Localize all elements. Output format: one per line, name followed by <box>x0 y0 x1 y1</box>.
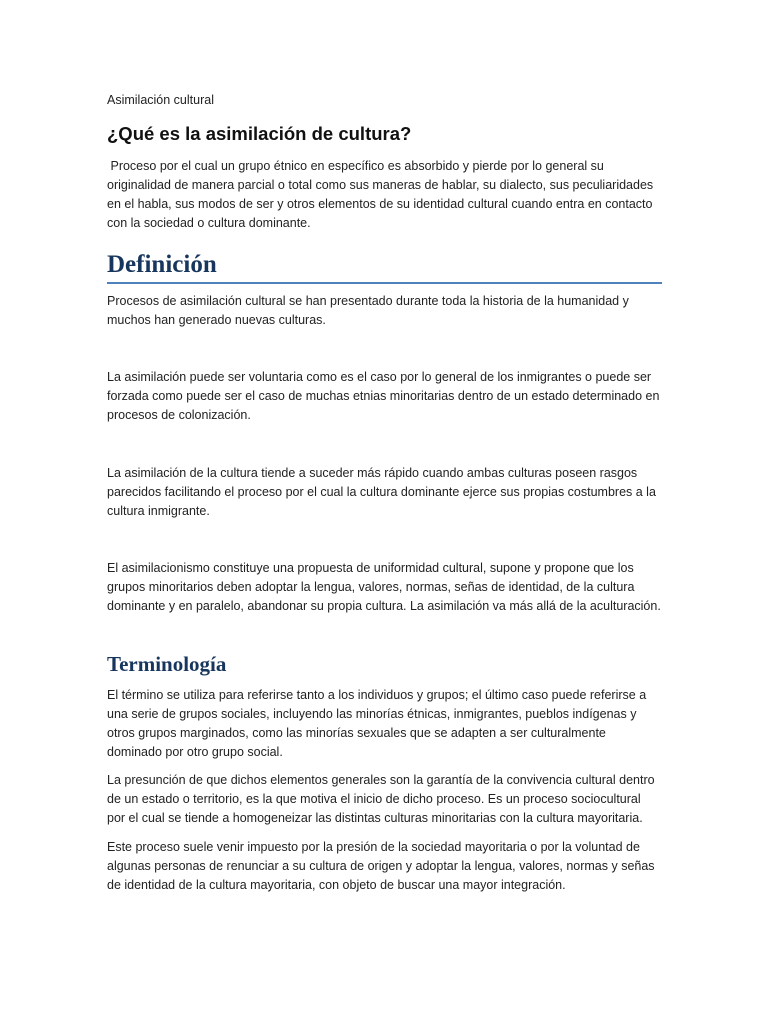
terminology-heading: Terminología <box>107 652 227 676</box>
definition-paragraph-4: El asimilacionismo constituye una propuesta de uniformidad cultural, supone y propone que los grupos minoritarios deben adoptar la lengua, valores, normas, señas de identidad, de la cultura dominante y en paralelo, abandonar su propia cultura. La asimilación va más allá de la aculturación. <box>107 561 661 613</box>
question-heading: ¿Qué es la asimilación de cultura? <box>107 123 412 144</box>
definition-heading: Definición <box>107 250 662 284</box>
definition-paragraph-2: La asimilación puede ser voluntaria como es el caso por lo general de los inmigrantes o puede ser forzada como puede ser el caso de muchas etnias minoritarias dentro de un estado determinado en procesos de colonización. <box>107 370 660 422</box>
terminology-paragraph-2: La presunción de que dichos elementos generales son la garantía de la convivencia cultural dentro de un estado o territorio, es la que motiva el inicio de dicho proceso. Es un proceso sociocultural por el cual se tiende a homogeneizar las distintas culturas minoritarias con la cultura mayoritaria. <box>107 773 655 825</box>
terminology-paragraph-3: Este proceso suele venir impuesto por la presión de la sociedad mayoritaria o por la voluntad de algunas personas de renunciar a su cultura de origen y adoptar la lengua, valores, normas y señas de identidad de la cultura mayoritaria, con objeto de buscar una mayor integración. <box>107 840 655 892</box>
definition-paragraph-3: La asimilación de la cultura tiende a suceder más rápido cuando ambas culturas poseen rasgos parecidos facilitando el proceso por el cual la cultura dominante ejerce sus propias costumbres a la cultura inmigrante. <box>107 466 656 518</box>
terminology-paragraph-1: El término se utiliza para referirse tanto a los individuos y grupos; el último caso puede referirse a una serie de grupos sociales, incluyendo las minorías étnicas, inmigrantes, pueblos indígenas y otros grupos marginados, como las minorías sexuales que se adapten a ser culturalmente dominado por otro grupo social. <box>107 688 647 759</box>
definition-paragraph-1: Procesos de asimilación cultural se han presentado durante toda la historia de la humanidad y muchos han generado nuevas culturas. <box>107 294 629 327</box>
intro-paragraph: Proceso por el cual un grupo étnico en específico es absorbido y pierde por lo general su originalidad de manera parcial o total como sus maneras de hablar, su dialecto, sus peculiaridades en el habla, sus modos de ser y otros elementos de su identidad cultural cuando entra en contacto con la sociedad o cultura dominante. <box>107 159 657 230</box>
document-title: Asimilación cultural <box>107 93 214 107</box>
